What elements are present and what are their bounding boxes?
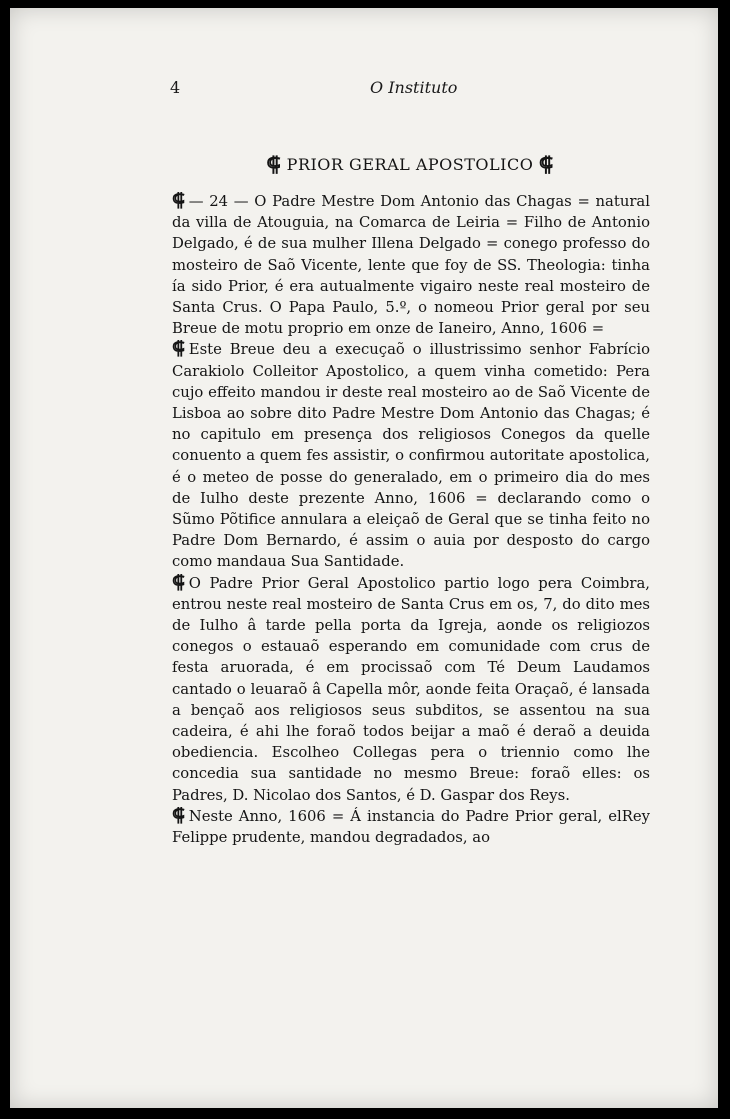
section-title [170, 150, 650, 177]
paragraph-text: — 24 — O Padre Mestre Dom Antonio das Chagas = natural da villa de Atouguia, na Comarca de Leiria = Filho de Antonio Delgado, é de sua mulher Illena Delgado = conego professo do mosteiro de Saõ Vicente, lente que foy de SS. Theologia: tinha ía sido Prior, é era autualmente vigairo neste real mosteiro de Santa Crus. O Papa Paulo, 5.º, o nomeou Prior geral por seu Breue de motu proprio em onze de Ianeiro, Anno, 1606 = [172, 193, 650, 338]
body-text [172, 191, 650, 848]
paragraph [172, 806, 650, 848]
paragraph-text: Este Breue deu a execuçaõ o illustrissimo senhor Fabrício Carakiolo Colleitor Apostolico, a quem vinha cometido: Pera cujo effeito mandou ir deste real mosteiro ao de Saõ Vicente de Lisboa ao sobre dito Padre Mestre Dom Antonio das Chagas; é no capitulo em presença dos religiosos Conegos da quelle conuento a quem fes assistir, o confirmou autoritate apostolica, é o meteo de posse do generalado, em o primeiro dia do mes de Iulho deste prezente Anno, 1606 = declarando como o Sũmo Põtifice annulara a eleiçaõ de Geral que se tinha feito no Padre Dom Bernardo, é assim o auia por desposto do cargo como mandaua Sua Santidade. [172, 341, 650, 571]
running-title: O Instituto [370, 78, 458, 97]
page-number: 4 [170, 78, 181, 97]
pilcrow-icon: ⸿ [172, 190, 185, 211]
section-title-text: PRIOR GERAL APOSTOLICO [286, 155, 534, 174]
pilcrow-icon: ⸿ [172, 338, 185, 360]
pilcrow-icon: ⸿ [172, 571, 185, 593]
paragraph [172, 339, 650, 572]
pilcrow-right-icon: ⸿ [538, 152, 554, 176]
paragraph [172, 573, 650, 806]
paragraph [172, 191, 650, 339]
book-page [10, 8, 718, 1108]
pilcrow-icon: ⸿ [172, 804, 185, 826]
paragraph-text: O Padre Prior Geral Apostolico partio logo pera Coimbra, entrou neste real mosteiro de Santa Crus em os, 7, do dito mes de Iulho â tarde pella porta da Igreja, aonde os religiozos conegos o estauaõ esperando em comunidade com crus de festa aruorada, é em procissaõ com Té Deum Laudamos cantado o leuaraõ â Capella môr, aonde feita Oraçaõ, é lansada a bençaõ aos religiosos seus subditos, se assentou na sua cadeira, é ahi lhe foraõ todos beijar a maõ é deraõ a deuida obediencia. Escolheo Collegas pera o triennio como lhe concedia sua santidade no mesmo Breue: foraõ elles: os Padres, D. Nicolao dos Santos, é D. Gaspar dos Reys. [172, 574, 650, 804]
page-header [170, 78, 640, 100]
paragraph-text: Neste Anno, 1606 = Á instancia do Padre Prior geral, elRey Felippe prudente, mandou degradados, ao [172, 807, 650, 847]
pilcrow-left-icon: ⸿ [266, 152, 282, 176]
